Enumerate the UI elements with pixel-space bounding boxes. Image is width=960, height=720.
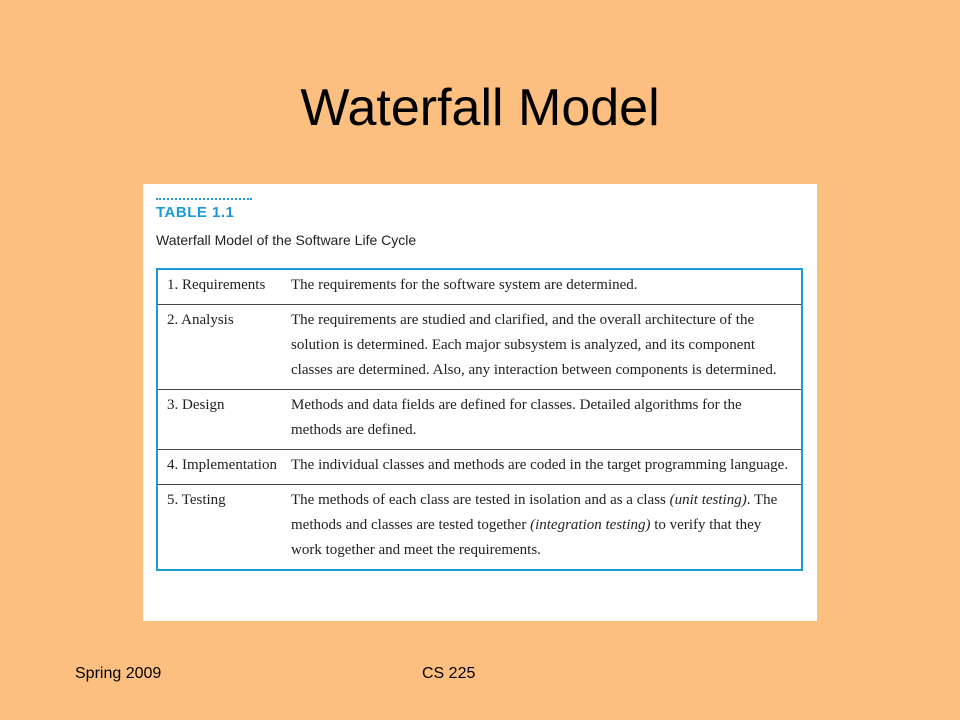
table-row — [158, 449, 801, 484]
description-cell: Methods and data fields are defined for classes. Detailed algorithms for the methods are defined. — [291, 397, 742, 438]
table-label: TABLE 1.1 — [156, 204, 235, 221]
stage-cell: 4. Implementation — [167, 457, 277, 473]
desc-part: . The methods and classes are tested together — [291, 492, 778, 533]
table-caption: Waterfall Model of the Software Life Cycle — [156, 232, 417, 248]
desc-part: to verify that they work together and meet the requirements. — [291, 517, 762, 558]
footer-date: Spring 2009 — [75, 665, 162, 682]
table-figure — [143, 184, 817, 621]
description-cell — [291, 488, 801, 563]
desc-part: The methods of each class are tested in isolation and as a class — [291, 492, 670, 508]
stage-cell: 3. Design — [167, 397, 225, 413]
description-cell: The requirements for the software system are determined. — [291, 277, 638, 293]
description-cell: The individual classes and methods are coded in the target programming language. — [291, 457, 789, 473]
unit-testing-term: (unit testing) — [669, 492, 747, 508]
waterfall-table — [156, 268, 803, 571]
slide-title: Waterfall Model — [300, 79, 660, 137]
table-row — [158, 304, 801, 389]
table-row — [158, 270, 801, 304]
dotted-rule — [156, 198, 252, 202]
stage-cell: 1. Requirements — [167, 277, 266, 293]
stage-cell: 2. Analysis — [167, 312, 234, 328]
stage-cell: 5. Testing — [167, 492, 226, 508]
table-row — [158, 484, 801, 569]
footer-course: CS 225 — [422, 665, 476, 682]
description-cell: The requirements are studied and clarified, and the overall architecture of the solution is determined. Each major subsystem is analyzed, and its component classes are determined. Also, any interaction between components is determined. — [291, 312, 777, 378]
integration-testing-term: (integration testing) — [530, 517, 651, 533]
table-row — [158, 389, 801, 449]
